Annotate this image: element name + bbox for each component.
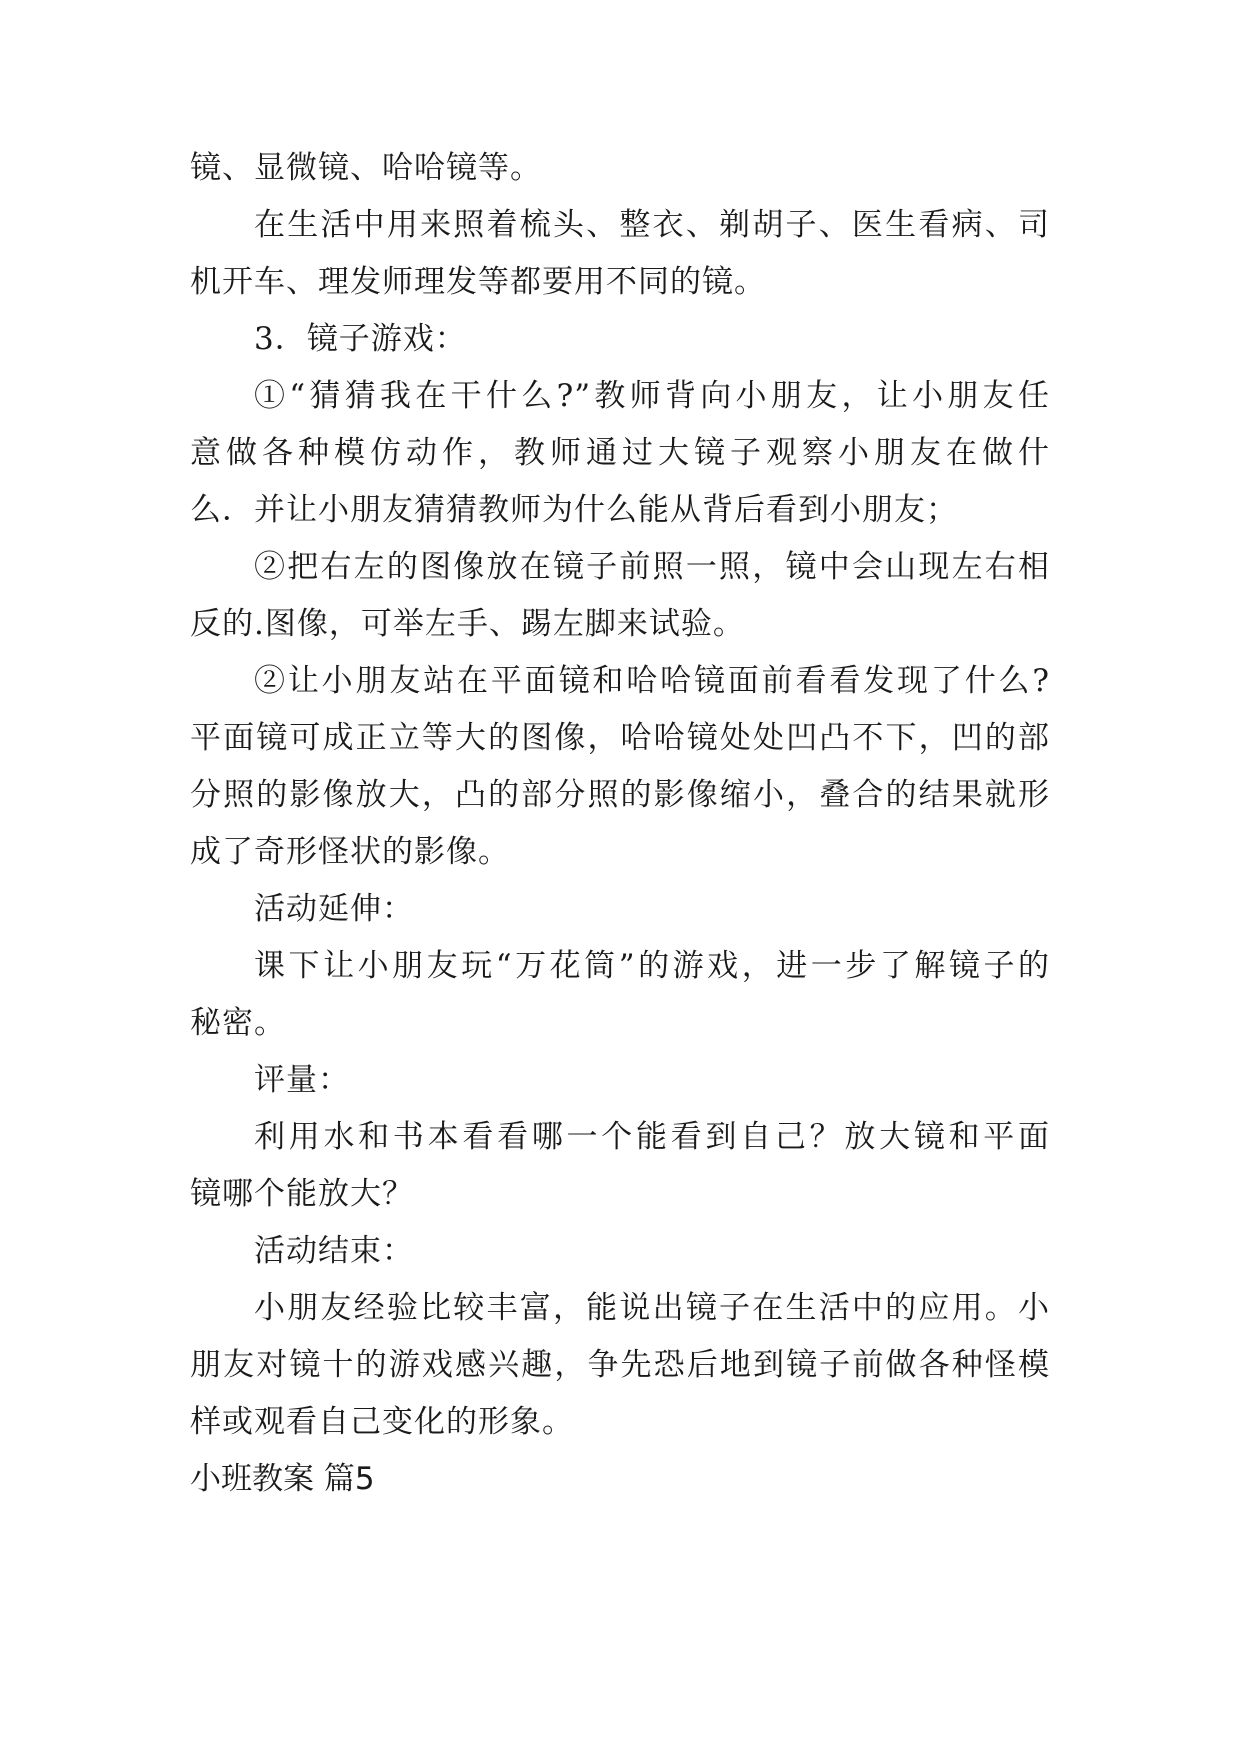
text-line-1: 镜、显微镜、哈哈镜等。 [190,150,542,186]
text-line-22: 朋友对镜十的游戏感兴趣，争先恐后地到镜子前做各种怪模 [190,1347,1050,1383]
text-line-23: 样或观看自己变化的形象。 [190,1404,574,1440]
text-line-4: 3．镜子游戏： [254,321,467,357]
text-line-5: ①“猜猜我在干什么?”教师背向小朋友，让小朋友任 [254,378,1050,414]
text-line-2: 在生活中用来照着梳头、整衣、剃胡子、医生看病、司 [254,207,1050,243]
text-line-7: 么．并让小朋友猜猜教师为什么能从背后看到小朋友； [190,492,958,528]
text-line-3: 机开车、理发师理发等都要用不同的镜。 [190,264,766,300]
text-line-11: 平面镜可成正立等大的图像，哈哈镜处处凹凸不下，凹的部 [190,720,1050,756]
text-line-16: 秘密。 [190,1005,286,1041]
text-line-12: 分照的影像放大，凸的部分照的影像缩小，叠合的结果就形 [190,777,1050,813]
text-line-14: 活动延伸： [254,891,414,927]
text-line-13: 成了奇形怪状的影像。 [190,834,510,870]
text-line-9: 反的.图像，可举左手、踢左脚来试验。 [190,606,745,642]
text-line-10: ②让小朋友站在平面镜和哈哈镜面前看看发现了什么? [254,663,1050,699]
text-line-21: 小朋友经验比较丰富，能说出镜子在生活中的应用。小 [254,1290,1050,1326]
text-line-8: ②把右左的图像放在镜子前照一照，镜中会山现左右相 [254,549,1050,585]
text-line-18: 利用水和书本看看哪一个能看到自己？放大镜和平面 [254,1119,1050,1155]
section-heading: 小班教案 篇5 [190,1461,375,1497]
text-line-20: 活动结束： [254,1233,414,1269]
text-line-6: 意做各种模仿动作，教师通过大镜子观察小朋友在做什 [190,435,1050,471]
text-line-17: 评量： [254,1062,350,1098]
text-line-15: 课下让小朋友玩“万花筒”的游戏，进一步了解镜子的 [254,948,1050,984]
text-line-19: 镜哪个能放大？ [190,1176,414,1212]
